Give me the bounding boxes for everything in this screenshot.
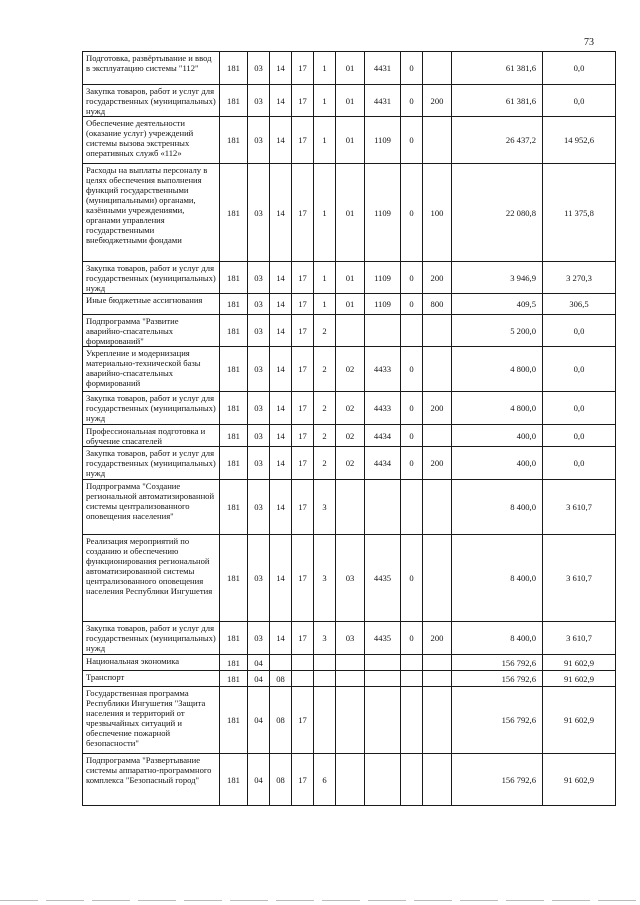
subprogram-code: 1 <box>314 85 336 117</box>
direction-code: 4431 <box>365 85 401 117</box>
amount-plan: 8 400,0 <box>452 480 543 535</box>
row-name: Укрепление и модернизация материально-технической базы аварийно-спасательных формирований <box>83 347 220 392</box>
direction-code: 4435 <box>365 535 401 622</box>
direction-code: 1109 <box>365 294 401 315</box>
event-code: 01 <box>336 117 365 164</box>
direction-code <box>365 655 401 671</box>
amount-plan: 61 381,6 <box>452 52 543 85</box>
admin-code: 181 <box>220 52 248 85</box>
section-code: 03 <box>248 262 270 294</box>
page-number: 73 <box>584 37 594 48</box>
subprogram-code: 1 <box>314 52 336 85</box>
amount-plan: 5 200,0 <box>452 315 543 347</box>
admin-code: 181 <box>220 754 248 806</box>
section-code: 03 <box>248 480 270 535</box>
row-name: Национальная экономика <box>83 655 220 671</box>
program-code: 17 <box>292 754 314 806</box>
subprogram-code: 2 <box>314 425 336 447</box>
event-code: 01 <box>336 52 365 85</box>
subsection-code: 14 <box>270 392 292 425</box>
extra-code: 0 <box>401 535 423 622</box>
program-code: 17 <box>292 392 314 425</box>
row-name: Государственная программа Республики Ингушетия "Защита населения и территорий от чрезвычайных ситуаций и обеспечение пожарной безопасности" <box>83 687 220 754</box>
direction-code <box>365 480 401 535</box>
amount-actual: 11 375,8 <box>543 164 616 262</box>
section-code: 03 <box>248 117 270 164</box>
admin-code: 181 <box>220 671 248 687</box>
section-code: 04 <box>248 671 270 687</box>
admin-code: 181 <box>220 392 248 425</box>
extra-code <box>401 655 423 671</box>
extra-code: 0 <box>401 425 423 447</box>
table-row <box>83 117 616 164</box>
subprogram-code: 2 <box>314 347 336 392</box>
event-code <box>336 671 365 687</box>
expense-type: 200 <box>423 85 452 117</box>
row-name: Профессиональная подготовка и обучение спасателей <box>83 425 220 447</box>
subsection-code: 14 <box>270 117 292 164</box>
admin-code: 181 <box>220 315 248 347</box>
program-code: 17 <box>292 480 314 535</box>
event-code: 03 <box>336 535 365 622</box>
direction-code: 1109 <box>365 262 401 294</box>
program-code: 17 <box>292 117 314 164</box>
program-code: 17 <box>292 535 314 622</box>
subsection-code: 14 <box>270 164 292 262</box>
program-code: 17 <box>292 622 314 655</box>
section-code: 03 <box>248 315 270 347</box>
program-code: 17 <box>292 347 314 392</box>
subprogram-code: 1 <box>314 164 336 262</box>
scan-bottom-edge <box>0 900 640 901</box>
section-code: 03 <box>248 447 270 480</box>
event-code: 02 <box>336 347 365 392</box>
expense-type <box>423 315 452 347</box>
event-code: 01 <box>336 294 365 315</box>
extra-code: 0 <box>401 447 423 480</box>
table-row <box>83 480 616 535</box>
subprogram-code: 6 <box>314 754 336 806</box>
table-row <box>83 622 616 655</box>
event-code: 02 <box>336 447 365 480</box>
table-body <box>83 52 616 806</box>
subsection-code: 14 <box>270 347 292 392</box>
table-row <box>83 425 616 447</box>
admin-code: 181 <box>220 85 248 117</box>
direction-code: 4434 <box>365 425 401 447</box>
row-name: Реализация мероприятий по созданию и обеспечению функционирования региональной автоматизированной системы централизованного оповещения населения Республики Ингушетия <box>83 535 220 622</box>
extra-code <box>401 315 423 347</box>
expense-type <box>423 655 452 671</box>
table-row <box>83 52 616 85</box>
program-code: 17 <box>292 315 314 347</box>
expense-type <box>423 117 452 164</box>
direction-code <box>365 315 401 347</box>
subsection-code: 14 <box>270 535 292 622</box>
amount-actual: 0,0 <box>543 85 616 117</box>
direction-code: 4431 <box>365 52 401 85</box>
section-code: 03 <box>248 535 270 622</box>
program-code <box>292 671 314 687</box>
subsection-code: 14 <box>270 85 292 117</box>
section-code: 03 <box>248 52 270 85</box>
row-name: Иные бюджетные ассигнования <box>83 294 220 315</box>
amount-actual: 91 602,9 <box>543 687 616 754</box>
extra-code: 0 <box>401 52 423 85</box>
expense-type <box>423 754 452 806</box>
section-code: 03 <box>248 347 270 392</box>
row-name: Подпрограмма "Создание региональной автоматизированной системы централизованного оповещения населения" <box>83 480 220 535</box>
subprogram-code: 1 <box>314 294 336 315</box>
subsection-code: 14 <box>270 480 292 535</box>
amount-plan: 22 080,8 <box>452 164 543 262</box>
program-code: 17 <box>292 164 314 262</box>
row-name: Расходы на выплаты персоналу в целях обеспечения выполнения функций государственными (муниципальными) органами, казёнными учреждениями, органами управления государственными внебюджетными фондами <box>83 164 220 262</box>
program-code <box>292 655 314 671</box>
table-row <box>83 447 616 480</box>
direction-code: 4434 <box>365 447 401 480</box>
subsection-code: 14 <box>270 262 292 294</box>
admin-code: 181 <box>220 117 248 164</box>
extra-code: 0 <box>401 294 423 315</box>
expense-type: 800 <box>423 294 452 315</box>
row-name: Подпрограмма "Развертывание системы аппаратно-программного комплекса "Безопасный город" <box>83 754 220 806</box>
event-code <box>336 754 365 806</box>
subsection-code: 14 <box>270 315 292 347</box>
admin-code: 181 <box>220 262 248 294</box>
admin-code: 181 <box>220 622 248 655</box>
subsection-code: 08 <box>270 671 292 687</box>
amount-plan: 8 400,0 <box>452 622 543 655</box>
event-code: 01 <box>336 262 365 294</box>
table-row <box>83 85 616 117</box>
expense-type <box>423 535 452 622</box>
event-code <box>336 687 365 754</box>
program-code: 17 <box>292 262 314 294</box>
amount-actual: 0,0 <box>543 315 616 347</box>
direction-code <box>365 671 401 687</box>
program-code: 17 <box>292 447 314 480</box>
subprogram-code: 2 <box>314 447 336 480</box>
event-code: 02 <box>336 392 365 425</box>
expense-type: 200 <box>423 392 452 425</box>
amount-actual: 0,0 <box>543 392 616 425</box>
extra-code: 0 <box>401 117 423 164</box>
extra-code <box>401 754 423 806</box>
budget-table <box>82 51 616 806</box>
program-code: 17 <box>292 52 314 85</box>
amount-actual: 306,5 <box>543 294 616 315</box>
admin-code: 181 <box>220 535 248 622</box>
subprogram-code: 2 <box>314 392 336 425</box>
amount-plan: 156 792,6 <box>452 655 543 671</box>
amount-actual: 0,0 <box>543 52 616 85</box>
table-row <box>83 687 616 754</box>
subprogram-code <box>314 687 336 754</box>
table-row <box>83 164 616 262</box>
amount-actual: 91 602,9 <box>543 655 616 671</box>
section-code: 03 <box>248 392 270 425</box>
extra-code <box>401 480 423 535</box>
row-name: Закупка товаров, работ и услуг для государственных (муниципальных) нужд <box>83 622 220 655</box>
expense-type <box>423 52 452 85</box>
amount-plan: 156 792,6 <box>452 754 543 806</box>
subsection-code: 14 <box>270 425 292 447</box>
event-code <box>336 480 365 535</box>
event-code <box>336 655 365 671</box>
expense-type: 200 <box>423 447 452 480</box>
amount-plan: 156 792,6 <box>452 687 543 754</box>
event-code: 02 <box>336 425 365 447</box>
admin-code: 181 <box>220 447 248 480</box>
section-code: 04 <box>248 754 270 806</box>
extra-code <box>401 671 423 687</box>
amount-actual: 14 952,6 <box>543 117 616 164</box>
amount-actual: 0,0 <box>543 447 616 480</box>
admin-code: 181 <box>220 425 248 447</box>
amount-plan: 156 792,6 <box>452 671 543 687</box>
extra-code <box>401 687 423 754</box>
row-name: Подготовка, развёртывание и ввод в эксплуатацию системы "112" <box>83 52 220 85</box>
admin-code: 181 <box>220 480 248 535</box>
amount-actual: 0,0 <box>543 425 616 447</box>
extra-code: 0 <box>401 164 423 262</box>
direction-code <box>365 754 401 806</box>
table-row <box>83 535 616 622</box>
section-code: 03 <box>248 294 270 315</box>
amount-actual: 3 610,7 <box>543 480 616 535</box>
row-name: Закупка товаров, работ и услуг для государственных (муниципальных) нужд <box>83 447 220 480</box>
section-code: 04 <box>248 655 270 671</box>
amount-plan: 409,5 <box>452 294 543 315</box>
program-code: 17 <box>292 425 314 447</box>
row-name: Закупка товаров, работ и услуг для государственных (муниципальных) нужд <box>83 85 220 117</box>
amount-actual: 3 270,3 <box>543 262 616 294</box>
amount-actual: 3 610,7 <box>543 622 616 655</box>
admin-code: 181 <box>220 655 248 671</box>
program-code: 17 <box>292 687 314 754</box>
direction-code: 4433 <box>365 392 401 425</box>
subprogram-code: 3 <box>314 535 336 622</box>
expense-type: 200 <box>423 262 452 294</box>
subsection-code: 08 <box>270 687 292 754</box>
row-name: Обеспечение деятельности (оказание услуг) учреждений системы вызова экстренных оперативных служб «112» <box>83 117 220 164</box>
amount-plan: 3 946,9 <box>452 262 543 294</box>
amount-plan: 400,0 <box>452 447 543 480</box>
direction-code: 1109 <box>365 164 401 262</box>
amount-actual: 91 602,9 <box>543 671 616 687</box>
subsection-code: 14 <box>270 52 292 85</box>
direction-code <box>365 687 401 754</box>
subsection-code: 14 <box>270 294 292 315</box>
extra-code: 0 <box>401 392 423 425</box>
table-row <box>83 294 616 315</box>
amount-actual: 91 602,9 <box>543 754 616 806</box>
direction-code: 4435 <box>365 622 401 655</box>
section-code: 03 <box>248 622 270 655</box>
expense-type <box>423 425 452 447</box>
row-name: Транспорт <box>83 671 220 687</box>
event-code <box>336 315 365 347</box>
table-row <box>83 315 616 347</box>
subsection-code: 14 <box>270 447 292 480</box>
section-code: 03 <box>248 85 270 117</box>
extra-code: 0 <box>401 347 423 392</box>
subsection-code: 08 <box>270 754 292 806</box>
expense-type <box>423 687 452 754</box>
subprogram-code: 3 <box>314 480 336 535</box>
expense-type: 200 <box>423 622 452 655</box>
program-code: 17 <box>292 85 314 117</box>
subprogram-code: 1 <box>314 262 336 294</box>
table-row <box>83 347 616 392</box>
admin-code: 181 <box>220 164 248 262</box>
event-code: 03 <box>336 622 365 655</box>
amount-actual: 3 610,7 <box>543 535 616 622</box>
table-row <box>83 392 616 425</box>
amount-plan: 8 400,0 <box>452 535 543 622</box>
admin-code: 181 <box>220 294 248 315</box>
amount-plan: 61 381,6 <box>452 85 543 117</box>
amount-plan: 400,0 <box>452 425 543 447</box>
table-row <box>83 262 616 294</box>
amount-actual: 0,0 <box>543 347 616 392</box>
extra-code: 0 <box>401 622 423 655</box>
extra-code: 0 <box>401 262 423 294</box>
subprogram-code: 1 <box>314 117 336 164</box>
table-row <box>83 671 616 687</box>
table-row <box>83 655 616 671</box>
section-code: 03 <box>248 425 270 447</box>
subsection-code: 14 <box>270 622 292 655</box>
subprogram-code: 2 <box>314 315 336 347</box>
direction-code: 1109 <box>365 117 401 164</box>
expense-type <box>423 671 452 687</box>
section-code: 03 <box>248 164 270 262</box>
subprogram-code: 3 <box>314 622 336 655</box>
expense-type <box>423 347 452 392</box>
program-code: 17 <box>292 294 314 315</box>
admin-code: 181 <box>220 347 248 392</box>
expense-type: 100 <box>423 164 452 262</box>
amount-plan: 4 800,0 <box>452 347 543 392</box>
table-row <box>83 754 616 806</box>
event-code: 01 <box>336 164 365 262</box>
amount-plan: 26 437,2 <box>452 117 543 164</box>
amount-plan: 4 800,0 <box>452 392 543 425</box>
row-name: Закупка товаров, работ и услуг для государственных (муниципальных) нужд <box>83 392 220 425</box>
extra-code: 0 <box>401 85 423 117</box>
subprogram-code <box>314 671 336 687</box>
direction-code: 4433 <box>365 347 401 392</box>
subsection-code <box>270 655 292 671</box>
row-name: Закупка товаров, работ и услуг для государственных (муниципальных) нужд <box>83 262 220 294</box>
event-code: 01 <box>336 85 365 117</box>
admin-code: 181 <box>220 687 248 754</box>
section-code: 04 <box>248 687 270 754</box>
expense-type <box>423 480 452 535</box>
row-name: Подпрограмма "Развитие аварийно-спасательных формирований" <box>83 315 220 347</box>
subprogram-code <box>314 655 336 671</box>
